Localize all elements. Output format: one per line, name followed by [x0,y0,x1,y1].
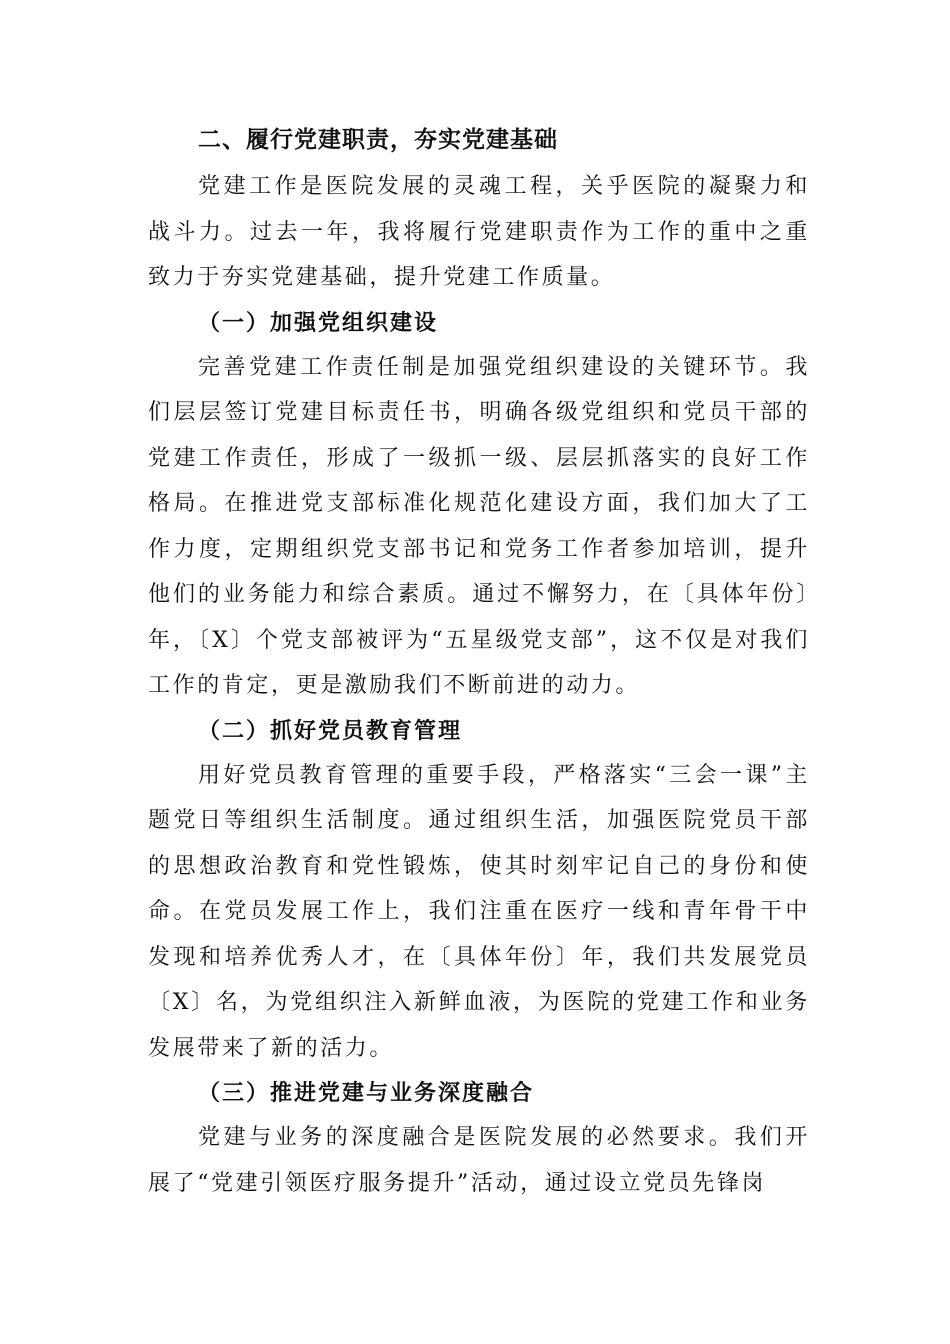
subsection-paragraph-2: 用好党员教育管理的重要手段，严格落实“三会一课”主题党日等组织生活制度。通过组织生活，加强医院党员干部的思想政治教育和党性锻炼，使其时刻牢记自己的身份和使命。在党员发展工作上，我们注重在医疗一线和青年骨干中发现和培养优秀人才，在〔具体年份〕年，我们共发展党员〔X〕名，为党组织注入新鲜血液，为医院的党建工作和业务发展带来了新的活力。 [148,762,810,1061]
document-body [148,118,810,1206]
subsection-title-1: （一）加强党组织建设 [198,309,439,336]
subsection-paragraph-1: 完善党建工作责任制是加强党组织建设的关键环节。我们层层签订党建目标责任书，明确各级党组织和党员干部的党建工作责任，形成了一级抓一级、层层抓落实的良好工作格局。在推进党支部标准化规范化建设方面，我们加大了工作力度，定期组织党支部书记和党务工作者参加培训，提升他们的业务能力和综合素质。通过不懈努力，在〔具体年份〕年，〔X〕个党支部被评为“五星级党支部”，这不仅是对我们工作的肯定，更是激励我们不断前进的动力。 [148,354,810,698]
section-heading: 二、履行党建职责，夯实党建基础 [198,127,558,153]
subsection-title-3: （三）推进党建与业务深度融合 [198,1080,535,1106]
subsection-title-2: （二）抓好党员教育管理 [198,717,463,744]
subsection-paragraph-3: 党建与业务的深度融合是医院发展的必然要求。我们开展了“党建引领医疗服务提升”活动，通过设立党员先锋岗 [148,1125,810,1196]
intro-paragraph: 党建工作是医院发展的灵魂工程，关乎医院的凝聚力和战斗力。过去一年，我将履行党建职责作为工作的重中之重致力于夯实党建基础，提升党建工作质量。 [148,174,810,290]
